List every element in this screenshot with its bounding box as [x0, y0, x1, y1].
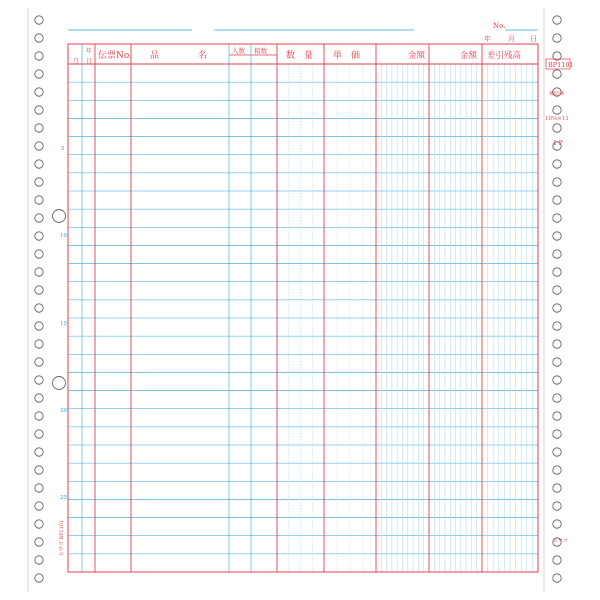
paper-size-label: 10⅝×11 [545, 116, 569, 122]
item-name-header-2: 名 [198, 51, 208, 61]
feed-hole [35, 322, 43, 330]
feed-hole [35, 142, 43, 150]
feed-hole [553, 340, 561, 348]
feed-hole [553, 502, 561, 510]
feed-hole [553, 124, 561, 132]
feed-hole [553, 574, 561, 582]
feed-hole [35, 574, 43, 582]
feed-hole [35, 502, 43, 510]
feed-hole [35, 304, 43, 312]
feed-hole [35, 124, 43, 132]
feed-hole [35, 340, 43, 348]
slip-no-header: 伝票No. [98, 51, 132, 61]
feed-hole [35, 34, 43, 42]
row-number-10: 10 [60, 233, 67, 239]
feed-hole [35, 178, 43, 186]
year-label: 年 [86, 48, 93, 55]
row-number-15: 15 [60, 321, 67, 327]
feed-hole [553, 358, 561, 366]
in-count-header: 入数 [232, 47, 245, 55]
feed-hole [35, 556, 43, 564]
feed-hole [553, 376, 561, 384]
binding-hole-lower [53, 377, 66, 390]
brand-logo: ヒサゴ [553, 538, 568, 544]
feed-hole [553, 286, 561, 294]
feed-hole [553, 232, 561, 240]
date-month-label: 月 [508, 35, 515, 43]
feed-hole [35, 484, 43, 492]
ledger-frame [68, 44, 538, 572]
feed-hole [553, 70, 561, 78]
feed-hole [35, 448, 43, 456]
feed-hole [553, 322, 561, 330]
feed-hole [35, 430, 43, 438]
quantity-header: 数 量 [286, 51, 314, 61]
amount-header-2: 金額 [460, 51, 478, 61]
feed-hole [553, 556, 561, 564]
binding-hole-upper [53, 210, 66, 223]
box-count-header: 箱数 [254, 47, 267, 55]
row-number-20: 20 [60, 408, 67, 414]
feed-hole [553, 160, 561, 168]
feed-hole [553, 196, 561, 204]
left-margin-brand-text: ヒサゴ BP1101 [59, 519, 65, 556]
feed-hole [553, 16, 561, 24]
feed-hole [553, 412, 561, 420]
feed-hole [553, 106, 561, 114]
balance-header: 差引残高 [487, 51, 522, 61]
feed-hole [553, 430, 561, 438]
feed-hole [553, 178, 561, 186]
feed-hole [35, 70, 43, 78]
feed-hole [553, 214, 561, 222]
feed-hole [35, 88, 43, 96]
feed-hole [35, 286, 43, 294]
feed-hole [553, 34, 561, 42]
feed-hole [553, 466, 561, 474]
feed-hole [35, 376, 43, 384]
month-label: 月 [73, 58, 80, 65]
unit-price-header: 単 価 [333, 51, 361, 61]
feed-hole [553, 484, 561, 492]
day-label: 日 [86, 58, 93, 65]
feed-hole [553, 250, 561, 258]
feed-hole [553, 520, 561, 528]
feed-hole [553, 448, 561, 456]
feed-hole [35, 394, 43, 402]
feed-hole [35, 466, 43, 474]
feed-hole [35, 250, 43, 258]
date-day-label: 日 [530, 35, 537, 43]
feed-hole [35, 358, 43, 366]
ledger-rows [68, 82, 538, 554]
right-feed-holes [553, 16, 561, 582]
feed-hole [35, 214, 43, 222]
ply-label: 1 P [553, 140, 563, 147]
feed-hole [35, 268, 43, 276]
amount-header-1: 金額 [408, 51, 426, 61]
feed-hole [553, 394, 561, 402]
product-code: BP1101 [548, 61, 574, 69]
feed-hole [35, 52, 43, 60]
feed-hole [35, 412, 43, 420]
form-type-label: 補助簿 [549, 91, 565, 97]
feed-hole [553, 304, 561, 312]
feed-hole [35, 232, 43, 240]
left-feed-holes [35, 16, 43, 582]
feed-hole [35, 520, 43, 528]
feed-hole [35, 160, 43, 168]
feed-hole [35, 16, 43, 24]
feed-hole [35, 106, 43, 114]
row-number-5: 5 [61, 146, 65, 152]
date-year-label: 年 [484, 35, 491, 43]
row-number-25: 25 [60, 495, 67, 501]
feed-hole [35, 538, 43, 546]
item-name-header-1: 品 [150, 51, 160, 61]
feed-hole [553, 268, 561, 276]
feed-hole [35, 196, 43, 204]
slip-number-label: No. [493, 22, 506, 30]
